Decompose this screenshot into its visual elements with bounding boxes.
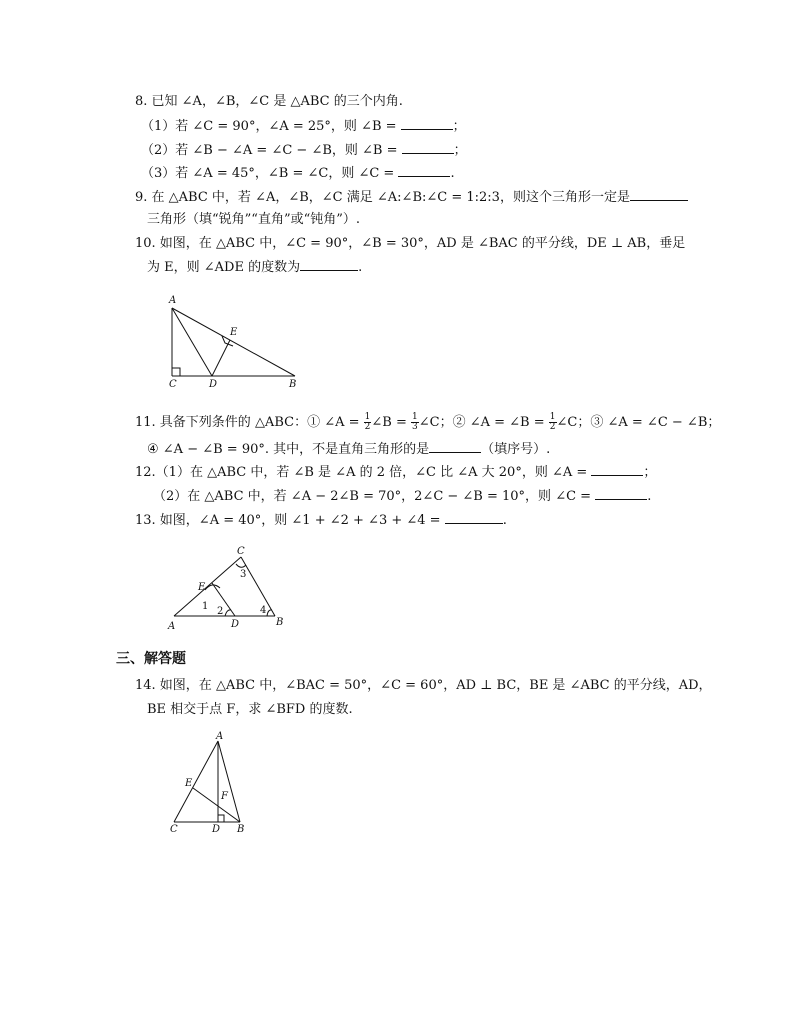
q11-frac-3-den: 2 bbox=[549, 422, 556, 432]
q11-line1 bbox=[135, 413, 720, 432]
fig14-side-ca bbox=[174, 741, 218, 822]
q9-line1-text: 9. 在 △ABC 中，若 ∠A，∠B，∠C 满足 ∠A:∠B:∠C = 1:2:3，则这个三角形一定是 bbox=[135, 190, 630, 205]
q10-line2-text: 为 E，则 ∠ADE 的度数为 bbox=[147, 260, 301, 275]
q12-line1 bbox=[135, 463, 656, 482]
fig13-label-b: B bbox=[276, 617, 284, 628]
q8-part2-text: （2）若 ∠B − ∠A = ∠C − ∠B，则 ∠B = bbox=[141, 143, 398, 158]
q10-line2-end: . bbox=[358, 260, 363, 275]
q9-line1 bbox=[135, 188, 688, 207]
q10-line2 bbox=[147, 258, 362, 277]
fig10-side-ab bbox=[172, 308, 295, 376]
q11-frac-1-den: 2 bbox=[364, 422, 371, 432]
fig14-label-f: F bbox=[221, 791, 228, 802]
fig14-label-e: E bbox=[185, 778, 193, 789]
q8-part2-end: ； bbox=[453, 143, 467, 158]
figure-q13 bbox=[165, 543, 295, 633]
q12-line1-text: 12.（1）在 △ABC 中，若 ∠B 是 ∠A 的 2 倍，∠C 比 ∠A 大 20°，则 ∠A = bbox=[135, 465, 588, 480]
q11-frac-3 bbox=[549, 413, 557, 432]
q13-blank[interactable] bbox=[445, 511, 503, 524]
fig13-label-3: 3 bbox=[240, 569, 247, 580]
q9-blank[interactable] bbox=[630, 188, 688, 201]
q12-part2-blank[interactable] bbox=[595, 487, 647, 500]
fig13-label-e: E bbox=[198, 582, 206, 593]
fig10-label-e: E bbox=[230, 327, 238, 338]
q11-line1-a: 11. 具备下列条件的 △ABC：① ∠A = bbox=[135, 415, 360, 430]
fig14-label-b: B bbox=[237, 824, 245, 835]
fig13-label-4: 4 bbox=[260, 605, 267, 616]
q13-line1-end: . bbox=[502, 513, 507, 528]
q12-part1-blank[interactable] bbox=[591, 463, 643, 476]
fig13-label-c: C bbox=[237, 546, 245, 557]
q8-stem: 8. 已知 ∠A，∠B，∠C 是 △ABC 的三个内角. bbox=[135, 94, 403, 109]
fig10-label-b: B bbox=[289, 379, 297, 390]
fig14-label-a: A bbox=[216, 731, 224, 742]
q11-frac-2 bbox=[411, 413, 419, 432]
fig14-side-ab bbox=[218, 741, 240, 822]
fig13-arc-1 bbox=[205, 585, 220, 590]
fig14-label-c: C bbox=[170, 824, 178, 835]
fig13-label-1: 1 bbox=[202, 601, 209, 612]
fig13-side-cb bbox=[241, 557, 275, 616]
q8-part1-text: （1）若 ∠C = 90°，∠A = 25°，则 ∠B = bbox=[141, 119, 397, 134]
fig13-arc-3 bbox=[236, 564, 246, 567]
q12-line2 bbox=[153, 487, 651, 506]
fig14-label-d: D bbox=[212, 824, 221, 835]
fig13-arc-4 bbox=[267, 610, 272, 616]
q11-frac-1-num: 1 bbox=[364, 412, 371, 422]
q10-line1: 10. 如图，在 △ABC 中，∠C = 90°，∠B = 30°，AD 是 ∠BAC 的平分线，DE ⊥ AB，垂足 bbox=[135, 236, 686, 251]
q12-line1-end: ； bbox=[643, 465, 657, 480]
q8-part2 bbox=[141, 141, 467, 160]
fig10-right-angle-c bbox=[172, 368, 180, 376]
q13-line1 bbox=[135, 511, 507, 530]
q12-line2-end: . bbox=[647, 489, 652, 504]
fig14-right-angle-d bbox=[218, 815, 224, 822]
q8-part3-end: . bbox=[450, 166, 455, 181]
fig10-label-a: A bbox=[169, 295, 177, 306]
q10-blank[interactable] bbox=[300, 258, 358, 271]
q11-line2-end: （填序号）. bbox=[481, 442, 551, 457]
q8-part1 bbox=[141, 117, 466, 136]
fig13-label-a: A bbox=[168, 621, 176, 632]
q14-line2: BE 相交于点 F，求 ∠BFD 的度数. bbox=[147, 702, 353, 717]
q9-line2: 三角形（填“锐角”“直角”或“钝角”）. bbox=[147, 212, 361, 227]
q11-blank[interactable] bbox=[429, 440, 481, 453]
fig10-bisector-ad bbox=[172, 308, 212, 376]
q8-part1-end: ； bbox=[452, 119, 466, 134]
fig14-bisector-be bbox=[193, 788, 240, 822]
fig13-label-2: 2 bbox=[217, 606, 224, 617]
q12-line2-text: （2）在 △ABC 中，若 ∠A − 2∠B = 70°，2∠C − ∠B = 10°，则 ∠C = bbox=[153, 489, 592, 504]
q13-line1-text: 13. 如图，∠A = 40°，则 ∠1 + ∠2 + ∠3 + ∠4 = bbox=[135, 513, 441, 528]
fig10-perpendicular-de bbox=[212, 340, 230, 376]
q8-part3 bbox=[141, 164, 455, 183]
fig10-label-c: C bbox=[169, 379, 177, 390]
fig13-arc-2 bbox=[225, 610, 231, 616]
q14-line1: 14. 如图，在 △ABC 中，∠BAC = 50°，∠C = 60°，AD ⊥ BC，BE 是 ∠ABC 的平分线，AD， bbox=[135, 678, 712, 693]
q8-part3-blank[interactable] bbox=[398, 164, 450, 177]
q11-line2-text: ④ ∠A − ∠B = 90°. 其中，不是直角三角形的是 bbox=[147, 442, 430, 457]
fig10-label-d: D bbox=[209, 379, 218, 390]
q11-line1-d: ∠C；③ ∠A = ∠C − ∠B； bbox=[556, 415, 721, 430]
q8-part2-blank[interactable] bbox=[402, 141, 454, 154]
q8-part3-text: （3）若 ∠A = 45°，∠B = ∠C，则 ∠C = bbox=[141, 166, 395, 181]
fig13-segment-ed bbox=[212, 583, 235, 616]
fig13-label-d: D bbox=[231, 619, 240, 630]
q11-line2 bbox=[147, 440, 550, 459]
q11-frac-2-den: 3 bbox=[412, 422, 418, 432]
section-3-title: 三、解答题 bbox=[116, 651, 186, 667]
q8-part1-blank[interactable] bbox=[401, 117, 453, 130]
q11-line1-b: ∠B = bbox=[371, 415, 407, 430]
q11-frac-3-num: 1 bbox=[549, 412, 556, 422]
q11-frac-2-num: 1 bbox=[412, 412, 418, 422]
figure-q14 bbox=[165, 733, 260, 838]
q11-line1-c: ∠C；② ∠A = ∠B = bbox=[418, 415, 545, 430]
figure-q10 bbox=[160, 290, 310, 390]
